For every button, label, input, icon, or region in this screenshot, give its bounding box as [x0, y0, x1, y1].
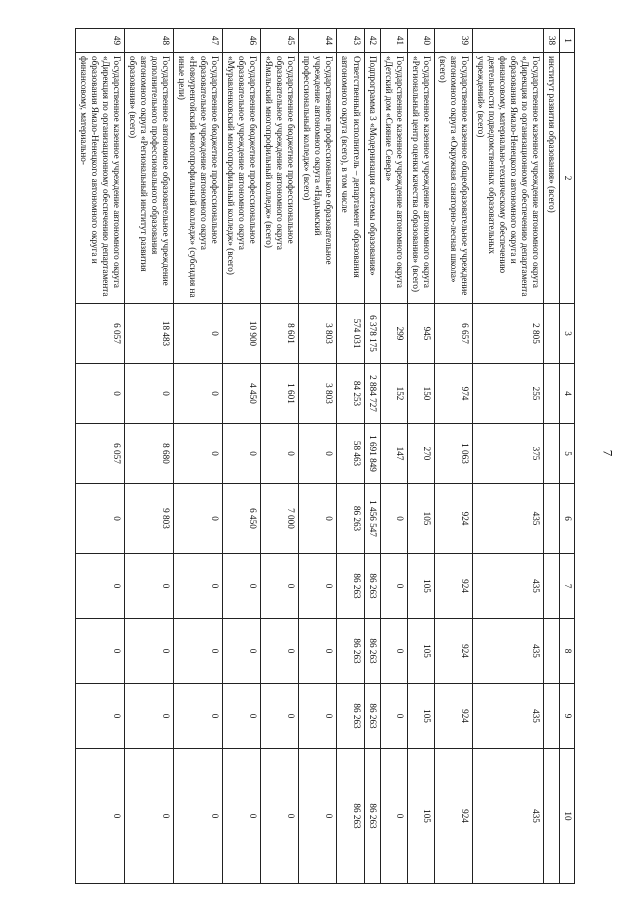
row-number: 39 — [434, 29, 472, 53]
row-name: институт развития образования» (всего) — [543, 53, 559, 304]
value-cell: 10 900 — [223, 304, 261, 364]
row-name: Подпрограмма 3 «Модернизация системы образования» — [364, 53, 380, 304]
value-cell: 105 — [407, 619, 434, 684]
table-row — [261, 29, 299, 884]
row-number: 38 — [543, 29, 559, 53]
value-cell: 0 — [299, 484, 337, 554]
value-cell: 0 — [380, 749, 407, 884]
value-cell: 0 — [75, 684, 124, 749]
value-cell — [543, 684, 559, 749]
row-name: Государственное казенное учреждение автономного округа «Дирекция по организационному обеспечению департамента образования Ямало-Ненецкого автономного округа и финансовому, материально- — [75, 53, 124, 304]
value-cell: 84 253 — [337, 364, 364, 424]
value-cell: 6 057 — [75, 424, 124, 484]
value-cell: 0 — [299, 749, 337, 884]
header-cell: 4 — [560, 364, 575, 424]
value-cell: 974 — [434, 364, 472, 424]
row-number: 48 — [124, 29, 173, 53]
value-cell — [543, 304, 559, 364]
value-cell: 0 — [299, 554, 337, 619]
value-cell: 0 — [75, 364, 124, 424]
table-body — [75, 29, 559, 884]
value-cell: 945 — [407, 304, 434, 364]
value-cell: 8 680 — [124, 424, 173, 484]
value-cell: 6 657 — [434, 304, 472, 364]
value-cell: 0 — [174, 684, 223, 749]
value-cell: 86 263 — [337, 684, 364, 749]
value-cell: 0 — [223, 619, 261, 684]
header-row — [560, 29, 575, 884]
header-cell: 5 — [560, 424, 575, 484]
value-cell: 6 378 175 — [364, 304, 380, 364]
row-number: 42 — [364, 29, 380, 53]
value-cell: 1 601 — [261, 364, 299, 424]
table-row — [364, 29, 380, 884]
value-cell: 0 — [174, 554, 223, 619]
value-cell: 0 — [299, 684, 337, 749]
value-cell: 0 — [380, 554, 407, 619]
row-name: Государственное автономное образовательное учреждение дополнительного профессионального образования автономного округа «Региональный институт развития образования» (всего) — [124, 53, 173, 304]
value-cell: 6 450 — [223, 484, 261, 554]
value-cell: 0 — [174, 619, 223, 684]
value-cell: 0 — [223, 684, 261, 749]
row-number: 46 — [223, 29, 261, 53]
value-cell: 0 — [174, 749, 223, 884]
row-number: 45 — [261, 29, 299, 53]
value-cell — [543, 424, 559, 484]
value-cell: 9 803 — [124, 484, 173, 554]
header-cell: 9 — [560, 684, 575, 749]
value-cell: 152 — [380, 364, 407, 424]
value-cell: 924 — [434, 619, 472, 684]
value-cell: 4 450 — [223, 364, 261, 424]
table-row — [434, 29, 472, 884]
value-cell: 0 — [124, 619, 173, 684]
value-cell — [543, 619, 559, 684]
header-cell: 3 — [560, 304, 575, 364]
row-name: Государственное казенное учреждение автономного округа «Детский дом «Сияние Севера» — [380, 53, 407, 304]
value-cell: 924 — [434, 484, 472, 554]
value-cell: 0 — [124, 364, 173, 424]
value-cell: 375 — [472, 424, 543, 484]
value-cell: 0 — [174, 364, 223, 424]
table-row — [407, 29, 434, 884]
value-cell: 435 — [472, 749, 543, 884]
value-cell: 299 — [380, 304, 407, 364]
table-row — [174, 29, 223, 884]
value-cell: 435 — [472, 484, 543, 554]
header-cell: 7 — [560, 554, 575, 619]
page-number: 7 — [600, 449, 616, 457]
value-cell: 0 — [261, 424, 299, 484]
value-cell: 3 803 — [299, 364, 337, 424]
value-cell: 86 263 — [337, 749, 364, 884]
header-cell: 2 — [560, 53, 575, 304]
value-cell — [543, 484, 559, 554]
row-name: Государственное казенное учреждение автономного округа «Региональный центр оценки качества образования» (всего) — [407, 53, 434, 304]
value-cell: 86 263 — [364, 554, 380, 619]
value-cell: 3 803 — [299, 304, 337, 364]
value-cell: 2 884 727 — [364, 364, 380, 424]
value-cell: 0 — [380, 619, 407, 684]
value-cell: 0 — [75, 619, 124, 684]
header-cell: 6 — [560, 484, 575, 554]
table-row — [472, 29, 543, 884]
value-cell: 924 — [434, 554, 472, 619]
table-row — [337, 29, 364, 884]
table-row — [223, 29, 261, 884]
value-cell: 150 — [407, 364, 434, 424]
value-cell: 0 — [124, 554, 173, 619]
value-cell: 105 — [407, 749, 434, 884]
value-cell: 435 — [472, 619, 543, 684]
value-cell: 574 031 — [337, 304, 364, 364]
value-cell: 0 — [124, 684, 173, 749]
value-cell: 924 — [434, 749, 472, 884]
table-row — [299, 29, 337, 884]
row-number: 41 — [380, 29, 407, 53]
value-cell: 2 805 — [472, 304, 543, 364]
value-cell: 1 691 849 — [364, 424, 380, 484]
value-cell: 0 — [380, 684, 407, 749]
value-cell: 86 263 — [337, 484, 364, 554]
header-cell: 1 — [560, 29, 575, 53]
value-cell: 0 — [261, 749, 299, 884]
value-cell: 0 — [124, 749, 173, 884]
row-name: Ответственный исполнитель – департамент образования автономного округа (всего), в том числе — [337, 53, 364, 304]
table-row — [75, 29, 124, 884]
value-cell: 86 263 — [337, 554, 364, 619]
row-name: Государственное профессиональное образовательное учреждение автономного округа «Надымский профессиональный колледж» (всего) — [299, 53, 337, 304]
header-cell: 8 — [560, 619, 575, 684]
value-cell: 0 — [261, 554, 299, 619]
budget-table — [75, 28, 575, 884]
value-cell: 0 — [261, 684, 299, 749]
value-cell — [543, 554, 559, 619]
value-cell: 105 — [407, 554, 434, 619]
value-cell: 0 — [223, 554, 261, 619]
value-cell — [543, 364, 559, 424]
value-cell: 105 — [407, 484, 434, 554]
row-name: Государственное бюджетное профессиональное образовательное учреждение автономного округа «Ямальский многопрофильный колледж» (всего) — [261, 53, 299, 304]
row-name: Государственное казенное общеобразовательное учреждение автономного округа «Окружная санаторно-лесная школа» (всего) — [434, 53, 472, 304]
header-cell: 10 — [560, 749, 575, 884]
table-row — [380, 29, 407, 884]
value-cell: 0 — [174, 484, 223, 554]
row-name: Государственное бюджетное профессиональное образовательное учреждение автономного округа «Муравленковский многопрофильный колледж» (всего) — [223, 53, 261, 304]
value-cell: 0 — [174, 424, 223, 484]
value-cell: 6 057 — [75, 304, 124, 364]
rotated-table-container — [30, 28, 575, 883]
row-number: 44 — [299, 29, 337, 53]
value-cell: 0 — [174, 304, 223, 364]
row-number: 43 — [337, 29, 364, 53]
row-number: 40 — [407, 29, 434, 53]
value-cell: 147 — [380, 424, 407, 484]
value-cell: 0 — [75, 554, 124, 619]
value-cell: 270 — [407, 424, 434, 484]
value-cell: 18 483 — [124, 304, 173, 364]
value-cell: 435 — [472, 554, 543, 619]
value-cell: 0 — [223, 424, 261, 484]
row-name: Государственное казенное учреждение автономного округа «Дирекция по организационному обеспечению департамента образования Ямало-Ненецкого автономного округа и финансовому, материально-техническому обеспечению деятельности подведомственных образовательных учреждений» (всего) — [472, 53, 543, 304]
row-number: 47 — [174, 29, 223, 53]
value-cell: 86 263 — [364, 684, 380, 749]
row-name: Государственное бюджетное профессиональное образовательное учреждение автономного округа «Новоуренгойский многопрофильный колледж» (субсидия на иные цели) — [174, 53, 223, 304]
value-cell: 1 456 547 — [364, 484, 380, 554]
value-cell: 0 — [75, 749, 124, 884]
value-cell: 7 000 — [261, 484, 299, 554]
table-row — [543, 29, 559, 884]
row-number — [472, 29, 543, 53]
value-cell: 1 063 — [434, 424, 472, 484]
value-cell: 0 — [299, 619, 337, 684]
value-cell: 0 — [380, 484, 407, 554]
row-number: 49 — [75, 29, 124, 53]
value-cell: 105 — [407, 684, 434, 749]
value-cell: 0 — [299, 424, 337, 484]
value-cell: 0 — [261, 619, 299, 684]
value-cell: 8 601 — [261, 304, 299, 364]
value-cell: 86 263 — [364, 619, 380, 684]
value-cell: 58 463 — [337, 424, 364, 484]
table-row — [124, 29, 173, 884]
value-cell: 255 — [472, 364, 543, 424]
value-cell: 924 — [434, 684, 472, 749]
value-cell: 86 263 — [364, 749, 380, 884]
value-cell — [543, 749, 559, 884]
value-cell: 435 — [472, 684, 543, 749]
value-cell: 0 — [223, 749, 261, 884]
value-cell: 86 263 — [337, 619, 364, 684]
value-cell: 0 — [75, 484, 124, 554]
